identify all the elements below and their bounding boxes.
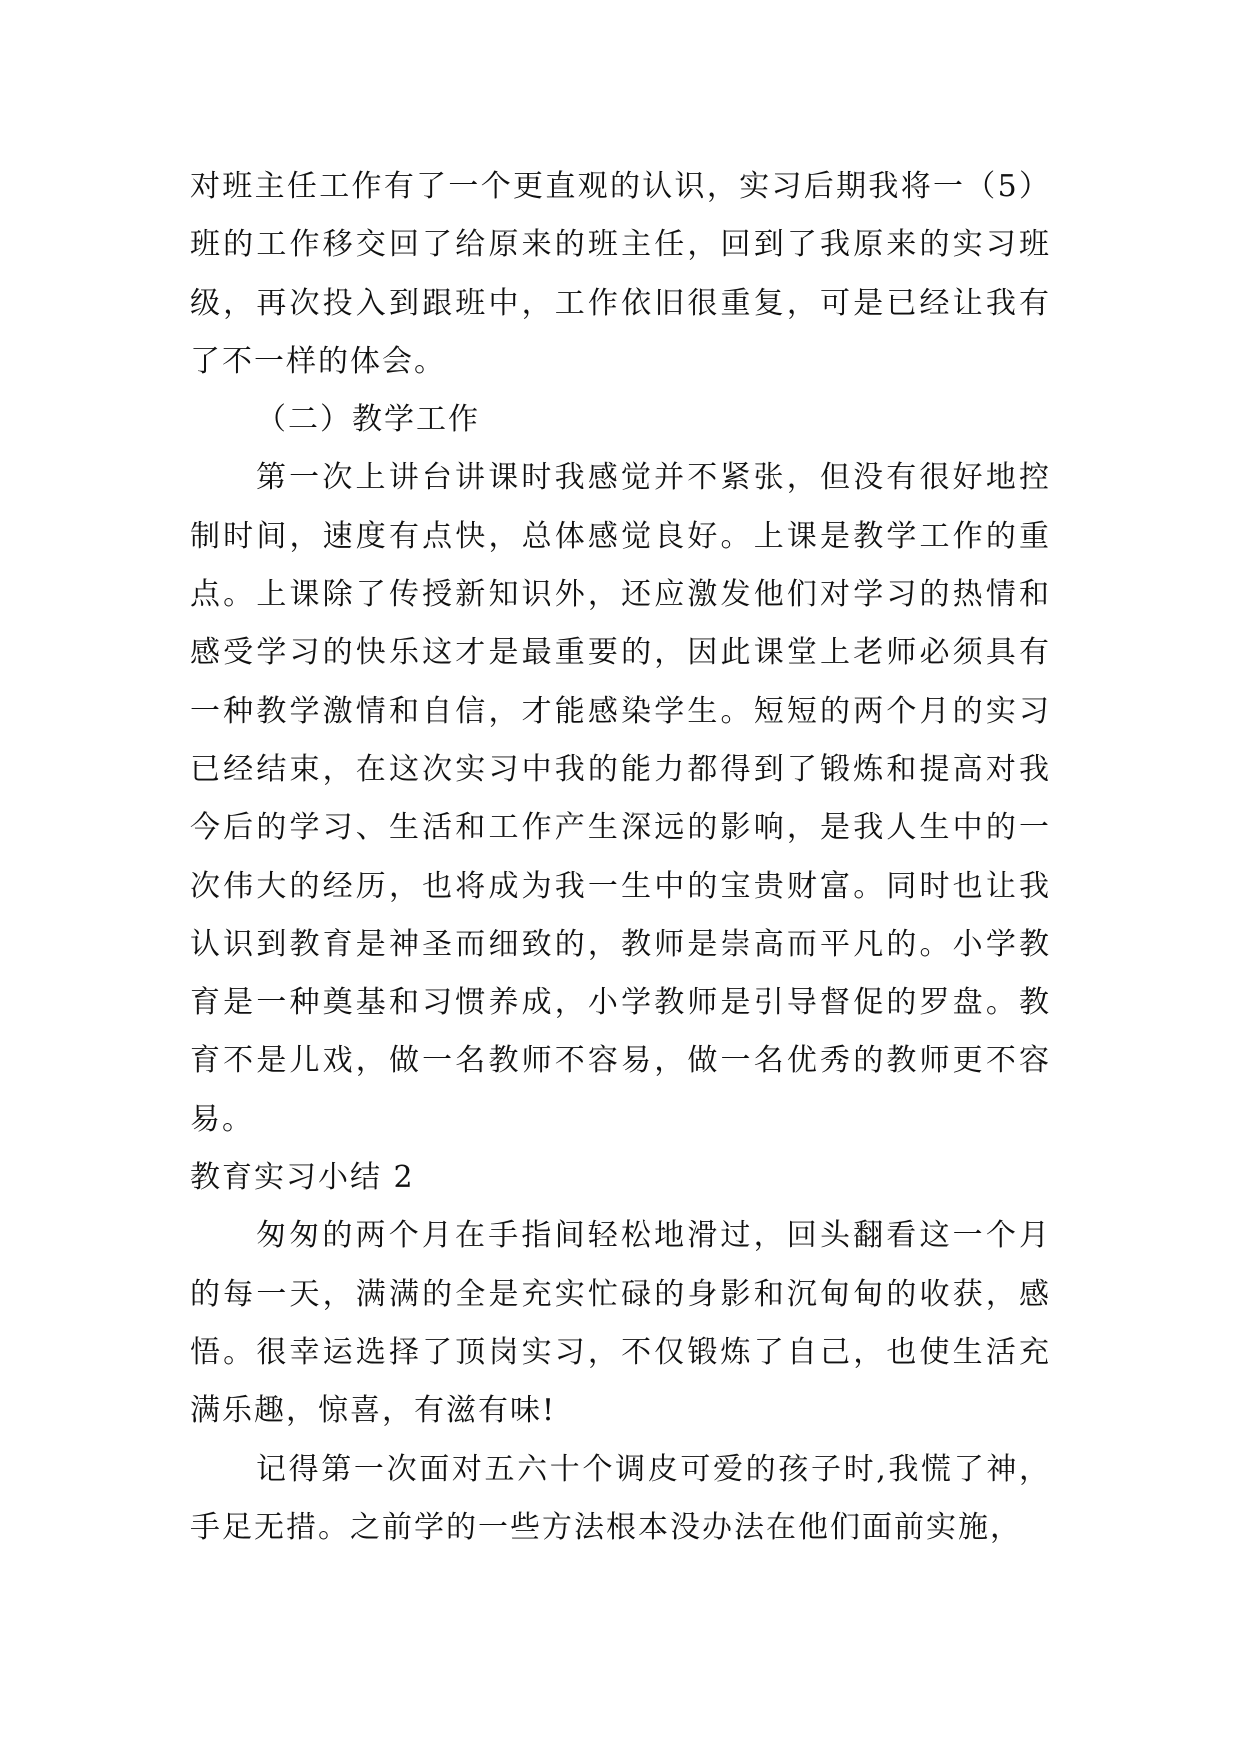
- paragraph-continuation: 对班主任工作有了一个更直观的认识，实习后期我将一（5）班的工作移交回了给原来的班主任，回到了我原来的实习班级，再次投入到跟班中，工作依旧很重复，可是已经让我有了不一样的体会。: [190, 169, 1051, 379]
- section-heading-teaching: （二）教学工作: [256, 402, 480, 438]
- paragraph-summary-2-second: 记得第一次面对五六十个调皮可爱的孩子时,我慌了神，手足无措。之前学的一些方法根本没办法在他们面前实施，: [190, 1451, 1051, 1545]
- paragraph-teaching: 第一次上讲台讲课时我感觉并不紧张，但没有很好地控制时间，速度有点快，总体感觉良好。上课是教学工作的重点。上课除了传授新知识外，还应激发他们对学习的热情和感受学习的快乐这才是最重要的，因此课堂上老师必须具有一种教学激情和自信，才能感染学生。短短的两个月的实习已经结束，在这次实习中我的能力都得到了锻炼和提高对我今后的学习、生活和工作产生深远的影响，是我人生中的一次伟大的经历，也将成为我一生中的宝贵财富。同时也让我认识到教育是神圣而细致的，教师是崇高而平凡的。小学教育是一种奠基和习惯养成，小学教师是引导督促的罗盘。教育不是儿戏，做一名教师不容易，做一名优秀的教师更不容易。: [190, 460, 1051, 1137]
- heading-summary-2: 教育实习小结 2: [190, 1160, 415, 1196]
- document-body: [190, 158, 1051, 1557]
- paragraph-summary-2-first: 匆匆的两个月在手指间轻松地滑过，回头翻看这一个月的每一天，满满的全是充实忙碌的身影和沉甸甸的收获，感悟。很幸运选择了顶岗实习，不仅锻炼了自己，也使生活充满乐趣，惊喜，有滋有味!: [190, 1218, 1051, 1429]
